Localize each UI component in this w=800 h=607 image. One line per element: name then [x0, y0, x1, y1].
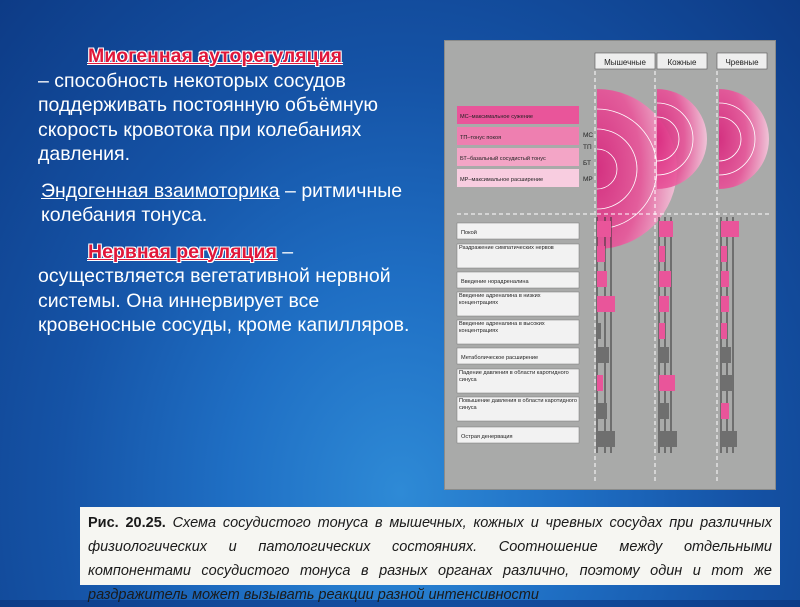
tone-circle-visceral — [719, 89, 769, 189]
endogenous-title: Эндогенная взаимоторика — [41, 179, 280, 202]
vascular-tone-figure — [444, 40, 776, 490]
column-headers — [595, 53, 767, 69]
caption-label: Рис. 20.25. — [88, 515, 166, 531]
myogenic-description: – способность некоторых сосудов поддерживать постоянную объёмную скорость кровотока при колебаниях давления. — [38, 69, 378, 165]
nervous-description: – осуществляется вегетативной нервной системы. Она иннервирует все кровеносные сосуды, кроме капилляров. — [38, 240, 410, 336]
legend-mr: МР–максимальное расширение — [460, 177, 544, 183]
state-label-pressure-drop: Падение давления в области каротидного синуса — [459, 370, 569, 383]
legend-tp: ТП–тонус покоя — [460, 135, 502, 141]
tone-circle-skin — [657, 89, 707, 189]
myogenic-paragraph — [38, 44, 440, 69]
endogenous-paragraph — [38, 179, 440, 228]
myogenic-title: Миогенная ауторегуляция — [88, 45, 343, 67]
legend-bt: БТ–базальный сосудистый тонус — [460, 156, 546, 162]
nervous-title: Нервная регуляция — [88, 240, 277, 263]
bars-muscle — [597, 221, 615, 447]
tone-legend — [457, 106, 593, 187]
figure-caption — [80, 507, 780, 603]
column-header-muscle: Мышечные — [604, 58, 646, 67]
state-label-denervation: Острая денервация — [461, 434, 513, 440]
state-label-sympathetic: Раздражение симпатических нервов — [459, 245, 554, 251]
caption-text: Схема сосудистого тонуса в мышечных, кожных и чревных сосудах при различных физиологических и патологических состояниях. Соотношение между отдельными компонентами сосудистого тонуса в разных органах различно, поэтому один и тот же раздражитель может вызывать реакции разной интенсивности — [88, 515, 772, 603]
main-text — [38, 44, 440, 350]
column-header-visceral: Чревные — [725, 58, 759, 67]
state-label-adrenaline-high: Введение адреналина в высоких концентрациях — [459, 321, 545, 334]
nervous-paragraph — [38, 240, 440, 338]
state-label-metabolic: Метаболическое расширение — [461, 355, 539, 361]
bars-visceral — [721, 221, 739, 447]
state-label-noradrenaline: Введение норадреналина — [461, 279, 529, 285]
state-label-adrenaline-low: Введение адреналина в низких концентрациях — [459, 293, 541, 306]
state-label-pressure-rise: Повышение давления в области каротидного синуса — [459, 398, 577, 411]
legend-mc: МС–максимальное сужение — [460, 114, 534, 120]
abbrev-bt: БТ — [583, 160, 591, 167]
endogenous-description: – ритмичные колебания тонуса. — [41, 179, 403, 226]
abbrev-mc: МС — [583, 132, 594, 139]
figure-diagram — [445, 41, 775, 489]
abbrev-mr: МР — [583, 176, 593, 183]
bars-skin — [659, 221, 677, 447]
state-labels — [459, 229, 577, 440]
abbrev-tp: ТП — [583, 144, 592, 151]
column-header-skin: Кожные — [667, 58, 697, 67]
state-label-rest: Покой — [461, 230, 477, 236]
